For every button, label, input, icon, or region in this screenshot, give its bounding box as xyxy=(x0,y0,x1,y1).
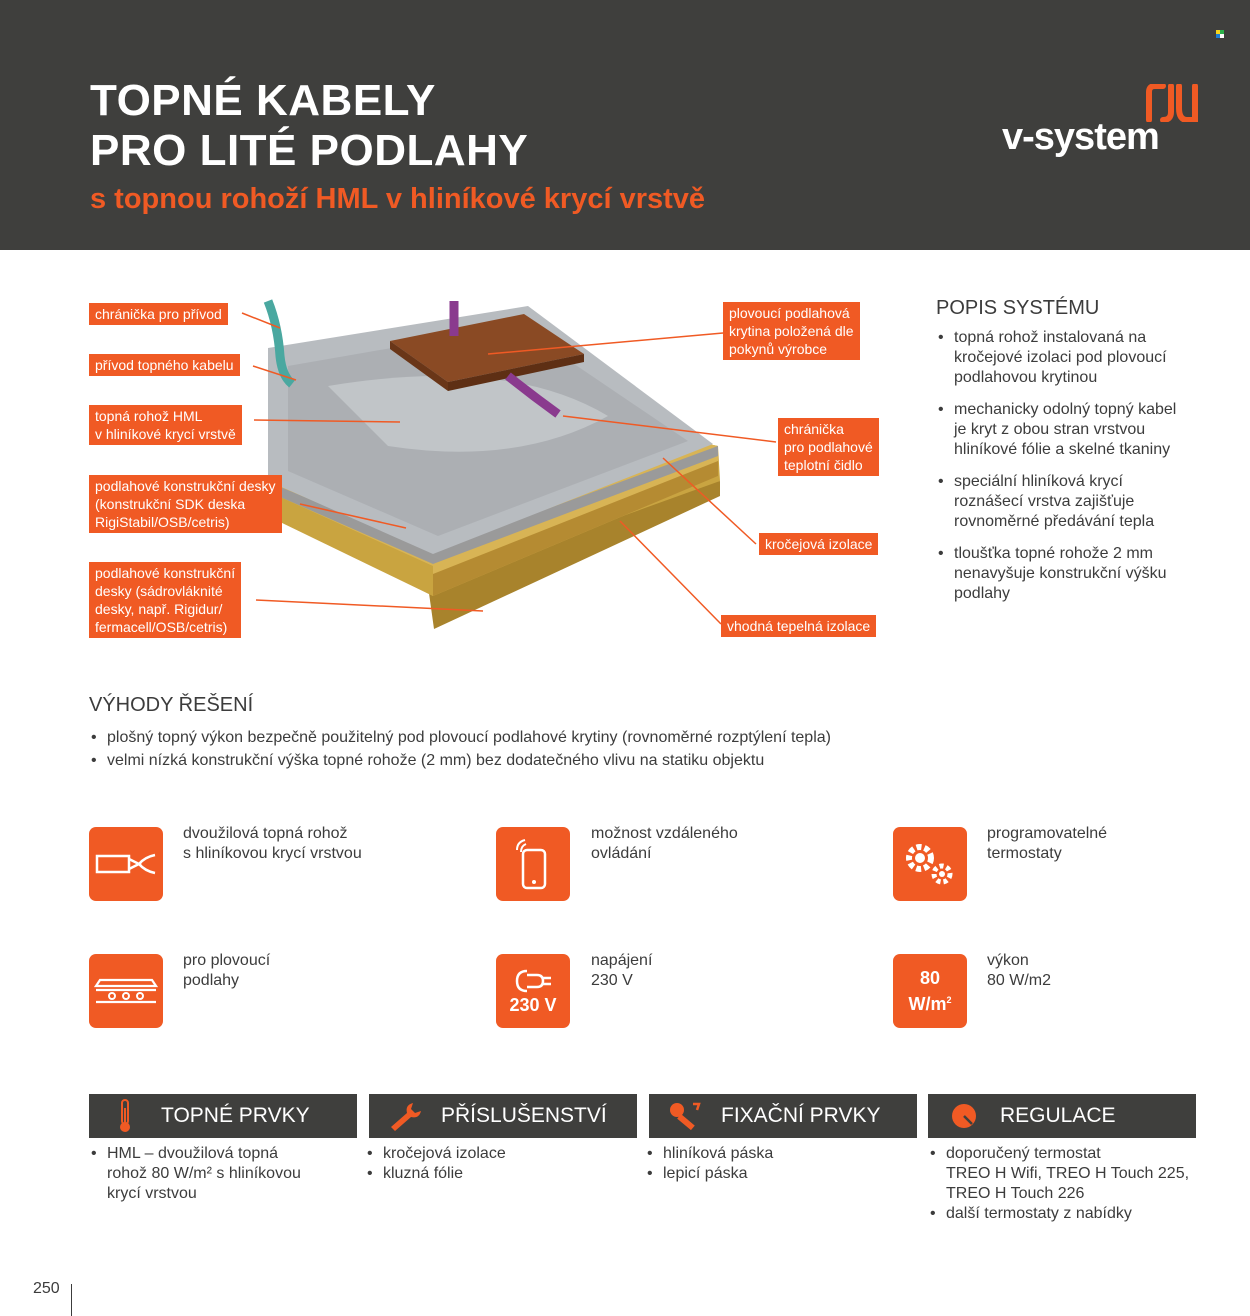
floor-icon xyxy=(89,954,163,1028)
header-band xyxy=(0,0,1250,250)
category-accessories xyxy=(369,1094,637,1138)
label-thermal-insulation: vhodná tepelná izolace xyxy=(721,615,876,637)
label-sensor-conduit: chránička pro podlahové teplotní čidlo xyxy=(778,418,879,476)
category-heating-elements xyxy=(89,1094,357,1138)
system-description-title: POPIS SYSTÉMU xyxy=(936,297,1100,319)
feature-text: programovatelné termostaty xyxy=(987,825,1108,862)
category-title: TOPNÉ PRVKY xyxy=(161,1104,310,1127)
list-item: • lepicí páska xyxy=(645,1164,905,1184)
label-impact-insulation: kročejová izolace xyxy=(759,533,878,555)
list-item: • HML – dvoužilová topná rohož 80 W/m² s hliníkovou krycí vrstvou xyxy=(89,1144,349,1204)
label-gypsum-boards: podlahové konstrukční desky (sádrovláknité desky, např. Rigidur/ fermacell/OSB/cetris) xyxy=(89,562,241,638)
feature-text: pro plovoucí podlahy xyxy=(183,952,271,989)
page-divider xyxy=(71,1284,72,1316)
label-cable-supply: přívod topného kabelu xyxy=(89,354,240,376)
category-accessories-list xyxy=(365,1144,625,1184)
category-title: REGULACE xyxy=(1000,1104,1116,1127)
advantages-list xyxy=(89,726,831,772)
plug-icon xyxy=(496,954,570,1028)
list-item: • topná rohož instalovaná na kročejové izolaci pod plovoucí podlahovou krytinou xyxy=(936,328,1186,388)
page-title xyxy=(90,76,528,176)
gears-icon xyxy=(893,827,967,901)
title-line-2: PRO LITÉ PODLAHY xyxy=(90,126,529,175)
advantages-title: VÝHODY ŘEŠENÍ xyxy=(89,694,254,716)
list-item: • tloušťka topné rohože 2 mm nenavyšuje konstrukční výšku podlahy xyxy=(936,544,1186,604)
label-floating-floor: plovoucí podlahová krytina položená dle pokynů výrobce xyxy=(723,302,860,360)
power-icon xyxy=(893,954,967,1028)
category-title: PŘÍSLUŠENSTVÍ xyxy=(441,1104,607,1127)
title-line-1: TOPNÉ KABELY xyxy=(90,76,436,125)
list-item: • velmi nízká konstrukční výška topné rohože (2 mm) bez dodatečného vlivu na statiku objektu xyxy=(89,749,831,772)
list-item: • plošný topný výkon bezpečně použitelný pod plovoucí podlahové krytiny (rovnoměrné rozptýlení tepla) xyxy=(89,726,831,749)
list-item: • doporučený termostat TREO H Wifi, TREO H Touch 225, TREO H Touch 226 xyxy=(928,1144,1208,1204)
list-item: • další termostaty z nabídky xyxy=(928,1204,1208,1224)
category-heating-list xyxy=(89,1144,349,1204)
feature-text: výkon 80 W/m2 xyxy=(987,952,1052,989)
list-item: • mechanicky odolný topný kabel je kryt z obou stran vrstvou hliníkové fólie a skelné tkaniny xyxy=(936,400,1186,460)
feature-text: možnost vzdáleného ovládání xyxy=(591,825,738,862)
category-regulation xyxy=(928,1094,1196,1138)
category-fixing-list xyxy=(645,1144,905,1184)
feature-text: napájení 230 V xyxy=(591,952,653,989)
phone-icon xyxy=(496,827,570,901)
thermostat-icon xyxy=(928,1100,1000,1132)
cable-icon xyxy=(89,827,163,901)
label-hml-mat: topná rohož HML v hliníkové krycí vrstvě xyxy=(89,405,242,445)
registration-mark-icon xyxy=(1216,27,1226,45)
category-fixing-elements xyxy=(649,1094,917,1138)
list-item: • kluzná fólie xyxy=(365,1164,625,1184)
thermometer-icon xyxy=(89,1098,161,1134)
page-subtitle: s topnou rohoží HML v hliníkové krycí vrstvě xyxy=(90,183,706,215)
list-item: • hliníková páska xyxy=(645,1144,905,1164)
list-item: • kročejová izolace xyxy=(365,1144,625,1164)
screw-icon xyxy=(649,1100,721,1132)
wrench-icon xyxy=(369,1101,441,1131)
list-item: • speciální hliníková krycí roznášecí vrstva zajišťuje rovnoměrné předávání tepla xyxy=(936,472,1186,532)
label-construction-boards: podlahové konstrukční desky (konstrukční SDK deska RigiStabil/OSB/cetris) xyxy=(89,475,282,533)
category-title: FIXAČNÍ PRVKY xyxy=(721,1104,881,1127)
power-icon-unit: $W/m^2$ xyxy=(908,994,952,1014)
page-number: 250 xyxy=(33,1280,60,1297)
system-description-list xyxy=(936,328,1186,616)
v-system-logo: v-system xyxy=(1002,116,1159,158)
plug-icon-label: 230 V xyxy=(509,995,557,1015)
label-conduit-supply: chránička pro přívod xyxy=(89,303,228,325)
feature-text: dvoužilová topná rohož s hliníkovou krycí vrstvou xyxy=(183,825,362,862)
power-icon-value: 80 xyxy=(919,968,941,988)
category-regulation-list xyxy=(928,1144,1208,1224)
